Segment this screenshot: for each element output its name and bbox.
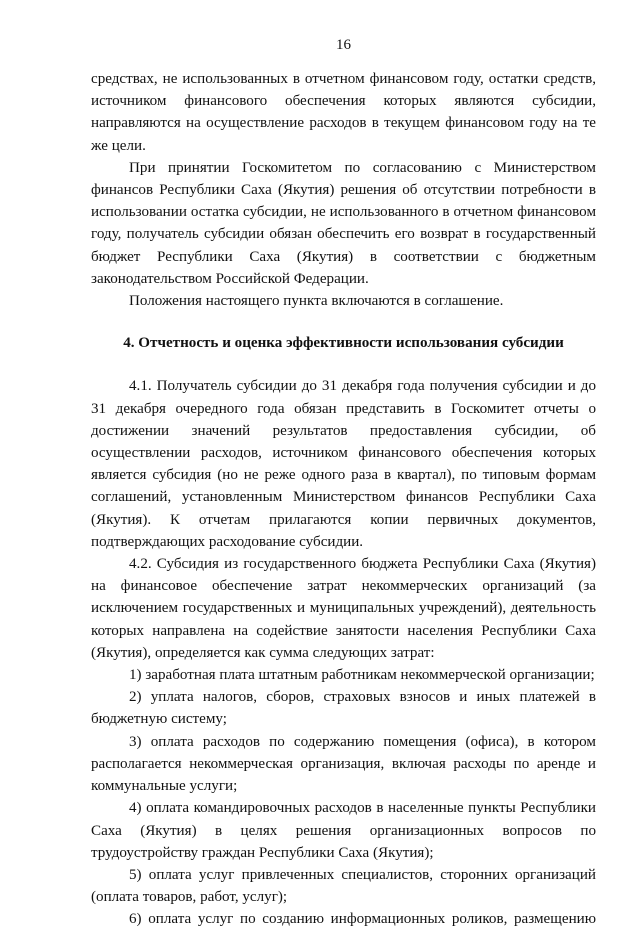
paragraph: 2) уплата налогов, сборов, страховых взносов и иных платежей в бюджетную систему; — [91, 689, 596, 728]
paragraph: 4.1. Получатель субсидии до 31 декабря года получения субсидии и до 31 декабря очередного года обязан представить в Госкомитет отчеты о достижении значений результатов предоставления субсидии, об осуществлении расходов, источником финансового обеспечения которых является субсидия (но не реже одного раза в квартал), по типовым формам соглашений, установленным Министерством финансов Республики Саха (Якутия). К отчетам прилагаются копии первичных документов, подтверждающих расходование субсидии. — [91, 378, 596, 550]
document-body — [91, 68, 596, 931]
paragraph: 3) оплата расходов по содержанию помещения (офиса), в котором располагается некоммерческая организация, включая расходы по аренде и коммунальные услуги; — [91, 733, 596, 795]
paragraph: средствах, не использованных в отчетном финансовом году, остатки средств, источником финансового обеспечения которых являются субсидии, направляются на осуществление расходов в текущем финансовом году на те же цели. — [91, 71, 596, 154]
paragraph: При принятии Госкомитетом по согласованию с Министерством финансов Республики Саха (Якутия) решения об отсутствии потребности в использовании остатка субсидии, не использованного в отчетном финансовом году, получатель субсидии обязан обеспечить его возврат в государственный бюджет Республики Саха (Якутия) в соответствии с бюджетным законодательством Российской Федерации. — [91, 159, 596, 287]
paragraph: 4) оплата командировочных расходов в населенные пункты Республики Саха (Якутия) в целях решения организационных вопросов по трудоустройству граждан Республики Саха (Якутия); — [91, 800, 596, 861]
paragraphs-after-heading — [91, 375, 596, 930]
section-heading: 4. Отчетность и оценка эффективности использования субсидии — [123, 335, 564, 352]
paragraph: 4.2. Субсидия из государственного бюджета Республики Саха (Якутия) на финансовое обеспечение затрат некоммерческих организаций (за исключением государственных и муниципальных учреждений), деятельность которых направлена на содействие занятости населения Республики Саха (Якутия), определяется как сумма следующих затрат: — [91, 556, 596, 661]
page-number: 16 — [336, 37, 351, 53]
paragraph: 1) заработная плата штатным работникам некоммерческой организации; — [129, 667, 595, 684]
paragraph: Положения настоящего пункта включаются в соглашение. — [129, 293, 504, 310]
paragraph: 6) оплата услуг по созданию информационных роликов, размещению — [129, 911, 596, 928]
paragraph: 5) оплата услуг привлеченных специалистов, сторонних организаций (оплата товаров, работ, услуг); — [91, 866, 596, 906]
paragraphs-before-heading — [91, 68, 596, 312]
